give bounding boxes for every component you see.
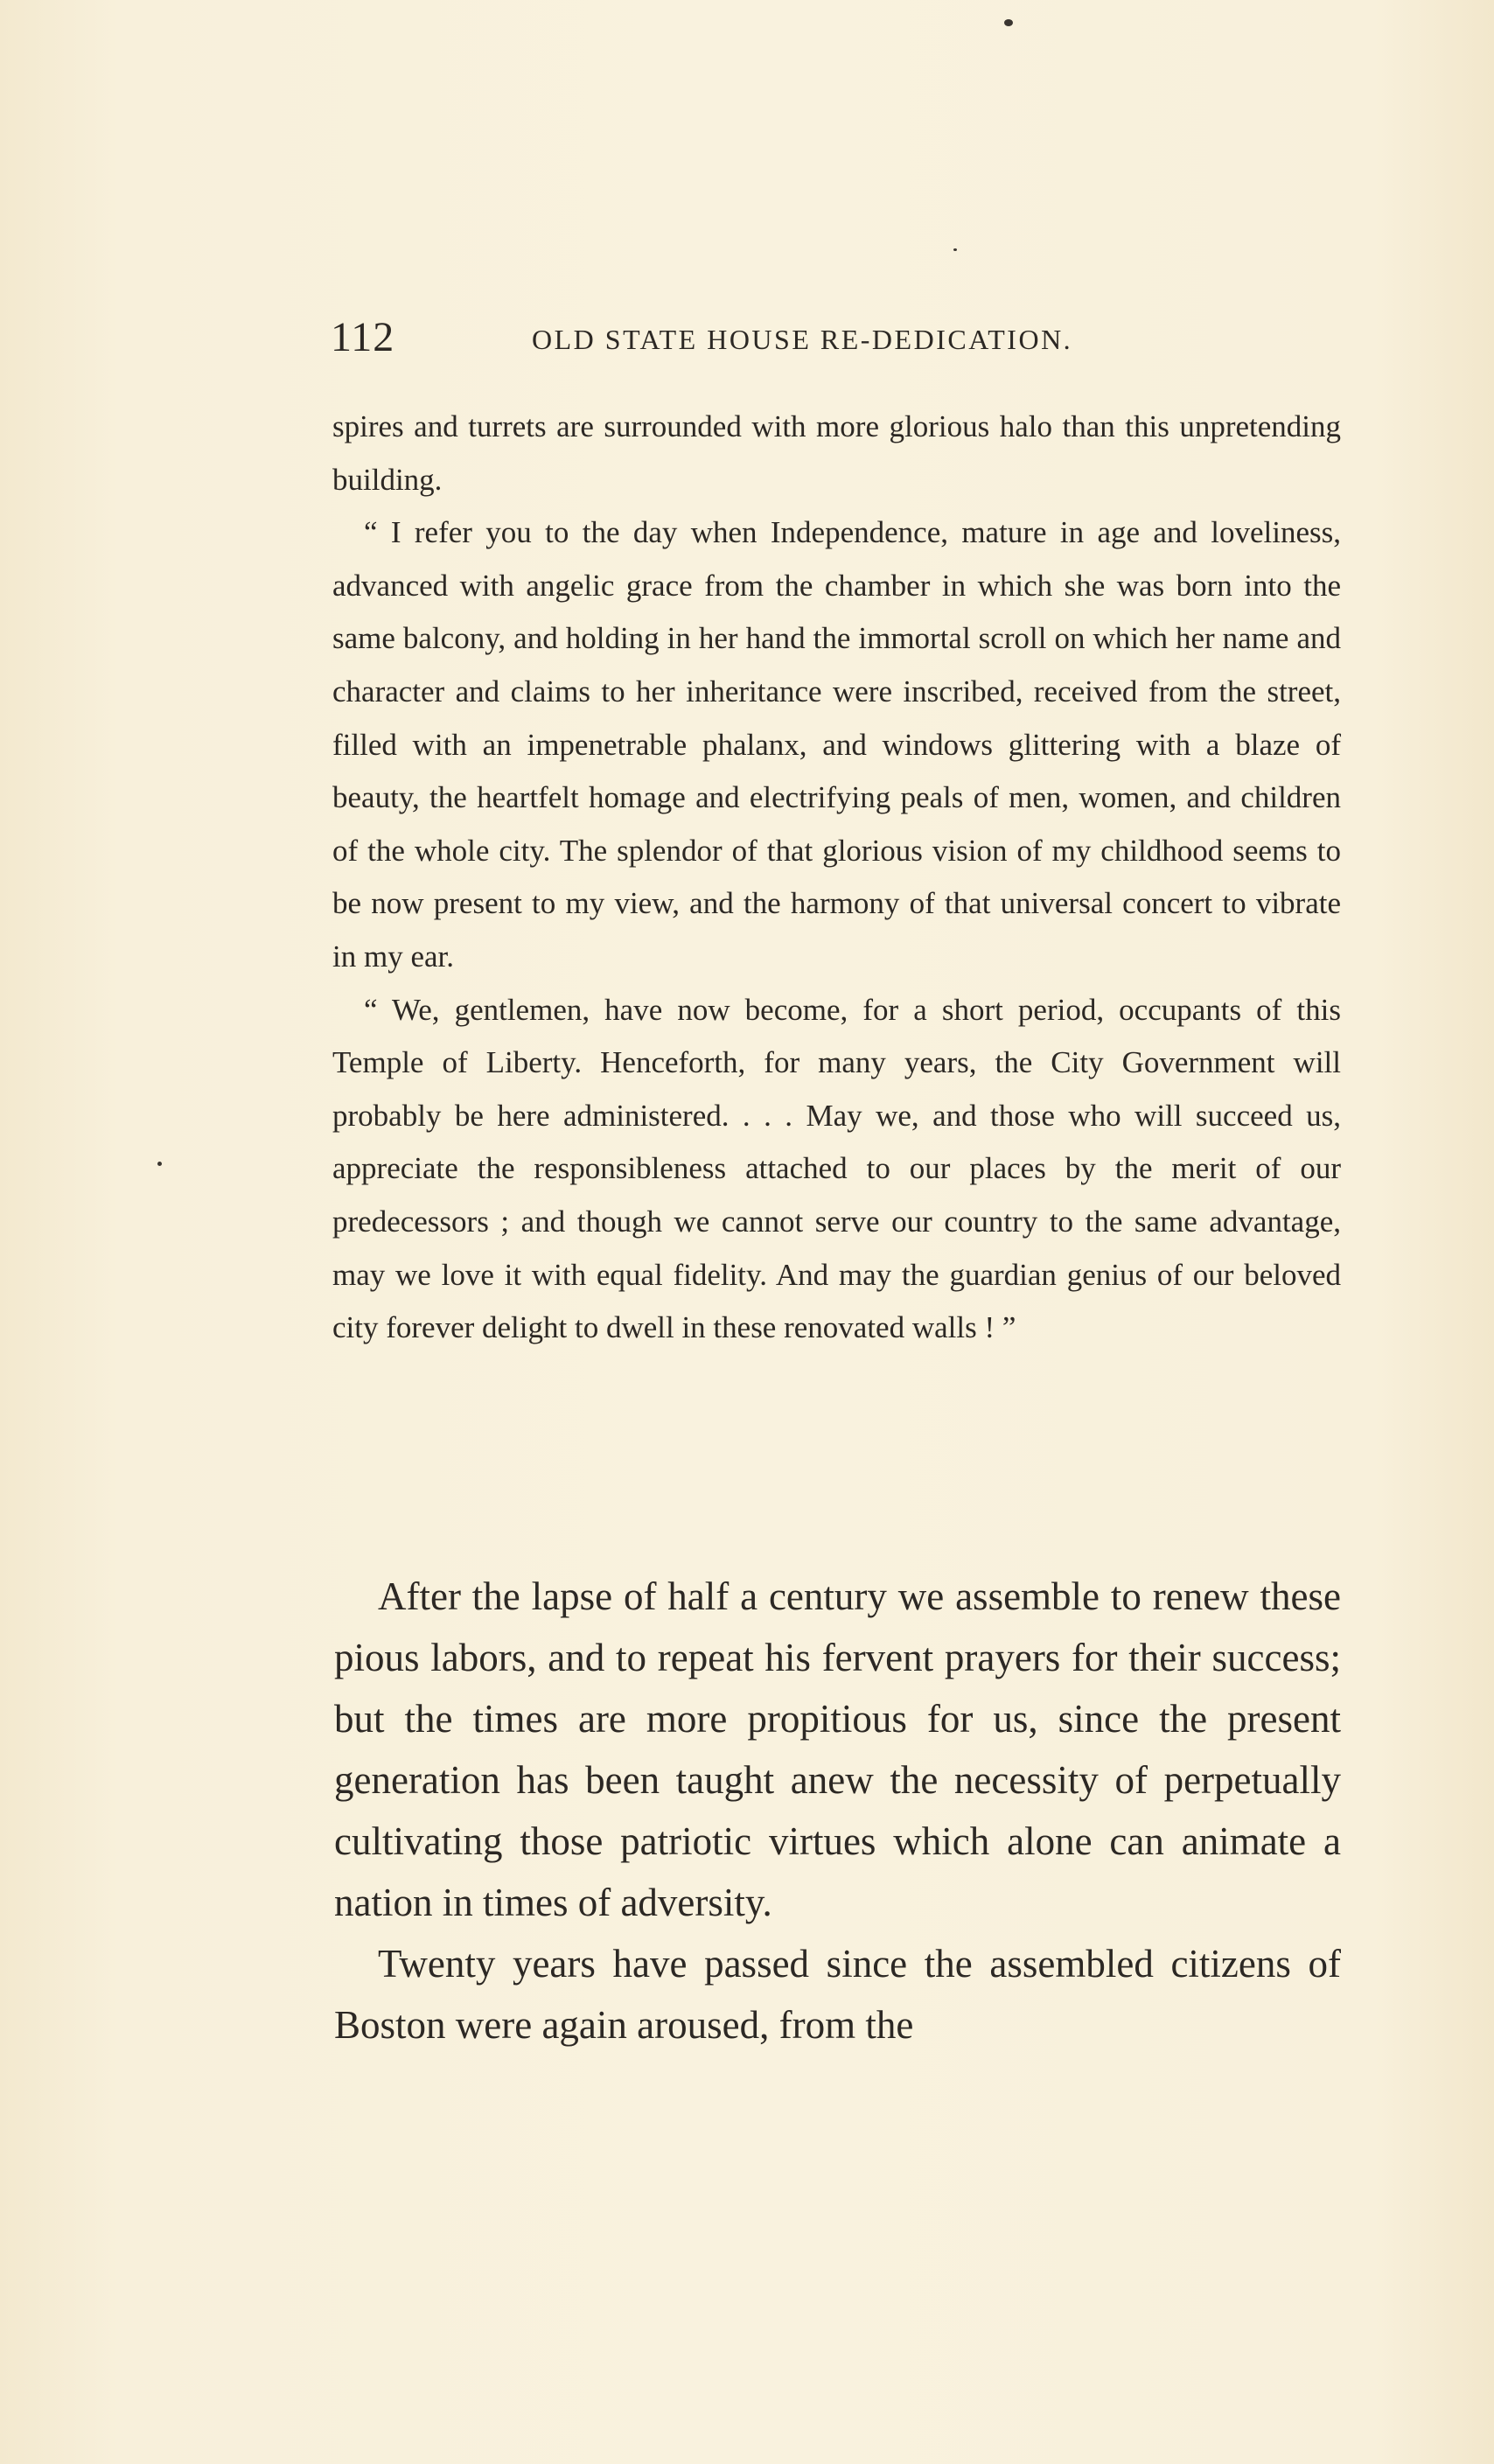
ink-speck [953, 248, 957, 251]
body-text [334, 1566, 1341, 2056]
quote-paragraph: “ I refer you to the day when Independence, mature in age and loveliness, advanced with angelic grace from the chamber in which she was born into the same balcony, and holding in her hand the immortal scroll on which her name and character and claims to her inheritance were inscribed, received from the street, filled with an impenetrable phalanx, and windows glittering with a blaze of beauty, the heartfelt homage and electrifying peals of men, women, and children of the whole city. The splendor of that glorious vision of my childhood seems to be now present to my view, and the harmony of that universal concert to vibrate in my ear. [332, 515, 1341, 974]
page-number: 112 [331, 314, 395, 360]
quote-paragraph: spires and turrets are surrounded with more glorious halo than this unpretending building. [332, 409, 1341, 497]
quoted-passage [332, 401, 1341, 1355]
body-paragraph: Twenty years have passed since the assembled citizens of Boston were again aroused, from the [334, 1942, 1341, 2047]
running-head: OLD STATE HOUSE RE-DEDICATION. [532, 324, 1073, 355]
quote-paragraph: “ We, gentlemen, have now become, for a short period, occupants of this Temple of Liberty. Henceforth, for many years, the City Government will probably be here administered. . . . May we, and those who will succeed us, appreciate the responsibleness attached to our places by the merit of our predecessors ; and though we cannot serve our country to the same advantage, may we love it with equal fidelity. And may the guardian genius of our beloved city forever delight to dwell in these renovated walls ! ” [332, 992, 1341, 1345]
ink-speck [157, 1162, 162, 1166]
body-paragraph: After the lapse of half a century we assemble to renew these pious labors, and to repeat his fervent prayers for their success; but the times are more propitious for us, since the present generation has been taught anew the necessity of perpetually cultivating those patriotic virtues which alone can animate a nation in times of adversity. [334, 1574, 1341, 1924]
ink-speck [1004, 19, 1013, 26]
page-header [331, 311, 1342, 364]
